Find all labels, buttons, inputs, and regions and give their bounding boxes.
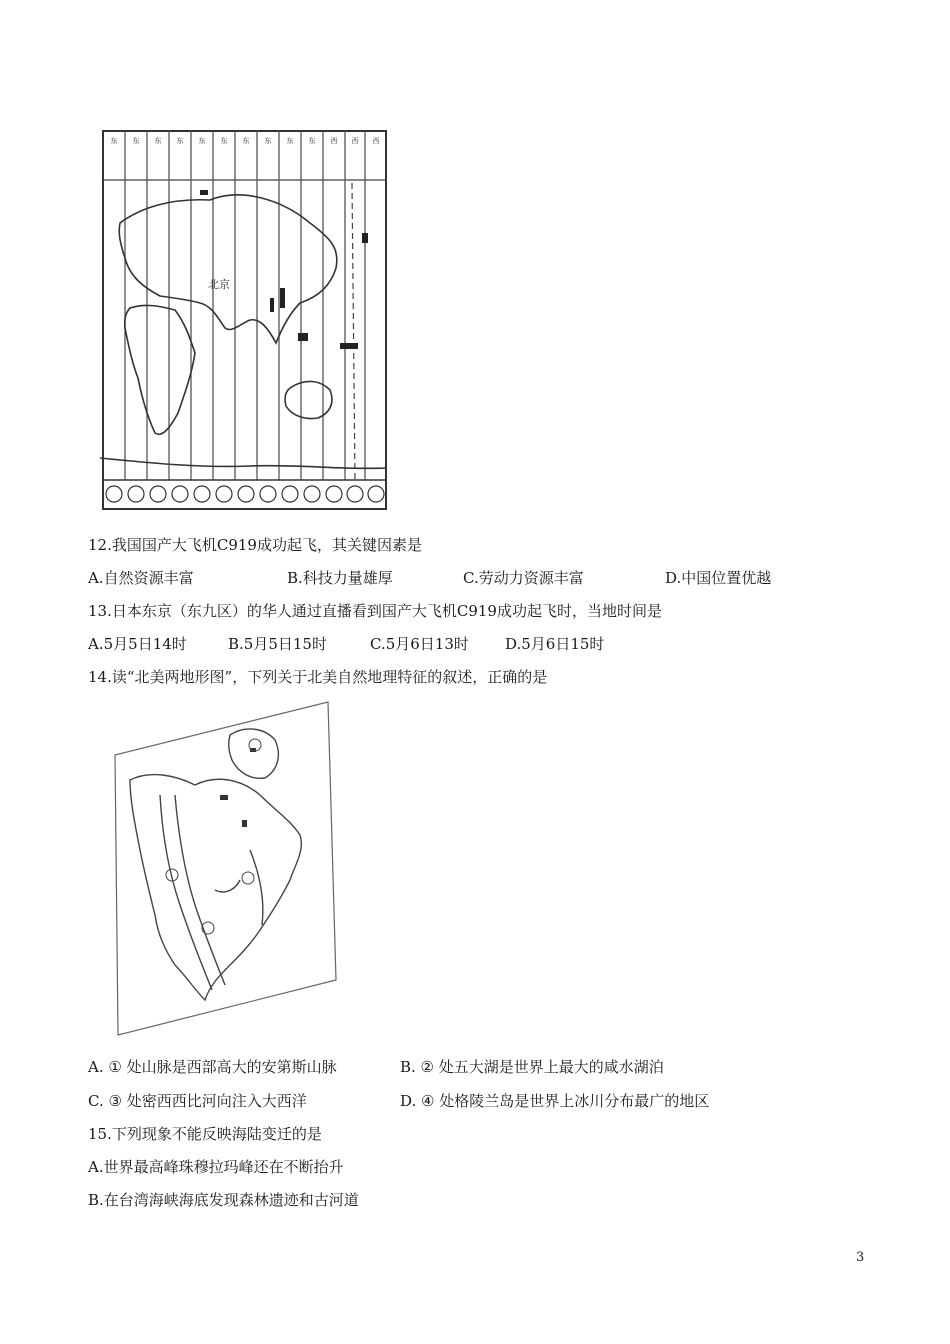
svg-text:西: 西 bbox=[330, 137, 338, 145]
beijing-label: 北京 bbox=[208, 278, 230, 291]
svg-text:东: 东 bbox=[308, 137, 316, 145]
q13-option-d: D.5月6日15时 bbox=[505, 635, 605, 653]
time-zone-map bbox=[100, 128, 392, 513]
svg-text:东: 东 bbox=[242, 137, 250, 145]
north-america-map bbox=[100, 700, 340, 1045]
q12-option-b: B.科技力量雄厚 bbox=[287, 569, 393, 587]
q15-option-a: A.世界最高峰珠穆拉玛峰还在不断抬升 bbox=[88, 1158, 344, 1176]
q12-option-d: D.中国位置优越 bbox=[665, 569, 772, 587]
svg-text:东: 东 bbox=[220, 137, 228, 145]
q13-option-c: C.5月6日13时 bbox=[370, 635, 469, 653]
page-number: 3 bbox=[856, 1250, 865, 1265]
q13-option-b: B.5月5日15时 bbox=[228, 635, 327, 653]
svg-text:西: 西 bbox=[372, 137, 380, 145]
svg-text:东: 东 bbox=[198, 137, 206, 145]
svg-text:东: 东 bbox=[154, 137, 162, 145]
q15-stem: 15.下列现象不能反映海陆变迁的是 bbox=[88, 1125, 322, 1143]
q14-option-c: C. ③ 处密西西比河向注入大西洋 bbox=[88, 1092, 307, 1110]
q14-stem: 14.读“北美两地形图”，下列关于北美自然地理特征的叙述，正确的是 bbox=[88, 668, 548, 686]
svg-text:东: 东 bbox=[132, 137, 140, 145]
q15-option-b: B.在台湾海峡海底发现森林遗迹和古河道 bbox=[88, 1191, 359, 1209]
svg-text:东: 东 bbox=[110, 137, 118, 145]
svg-text:东: 东 bbox=[286, 137, 294, 145]
q13-stem: 13.日本东京（东九区）的华人通过直播看到国产大飞机C919成功起飞时，当地时间是 bbox=[88, 602, 662, 620]
q14-option-d: D. ④ 处格陵兰岛是世界上冰川分布最广的地区 bbox=[400, 1092, 710, 1110]
q12-option-c: C.劳动力资源丰富 bbox=[463, 569, 584, 587]
svg-text:西: 西 bbox=[351, 137, 359, 145]
q12-option-a: A.自然资源丰富 bbox=[88, 569, 194, 587]
svg-text:东: 东 bbox=[176, 137, 184, 145]
q14-option-a: A. ① 处山脉是西部高大的安第斯山脉 bbox=[88, 1058, 337, 1076]
svg-text:东: 东 bbox=[264, 137, 272, 145]
q13-option-a: A.5月5日14时 bbox=[88, 635, 187, 653]
q12-stem: 12.我国国产大飞机C919成功起飞，其关键因素是 bbox=[88, 536, 422, 554]
q14-option-b: B. ② 处五大湖是世界上最大的咸水湖泊 bbox=[400, 1058, 664, 1076]
